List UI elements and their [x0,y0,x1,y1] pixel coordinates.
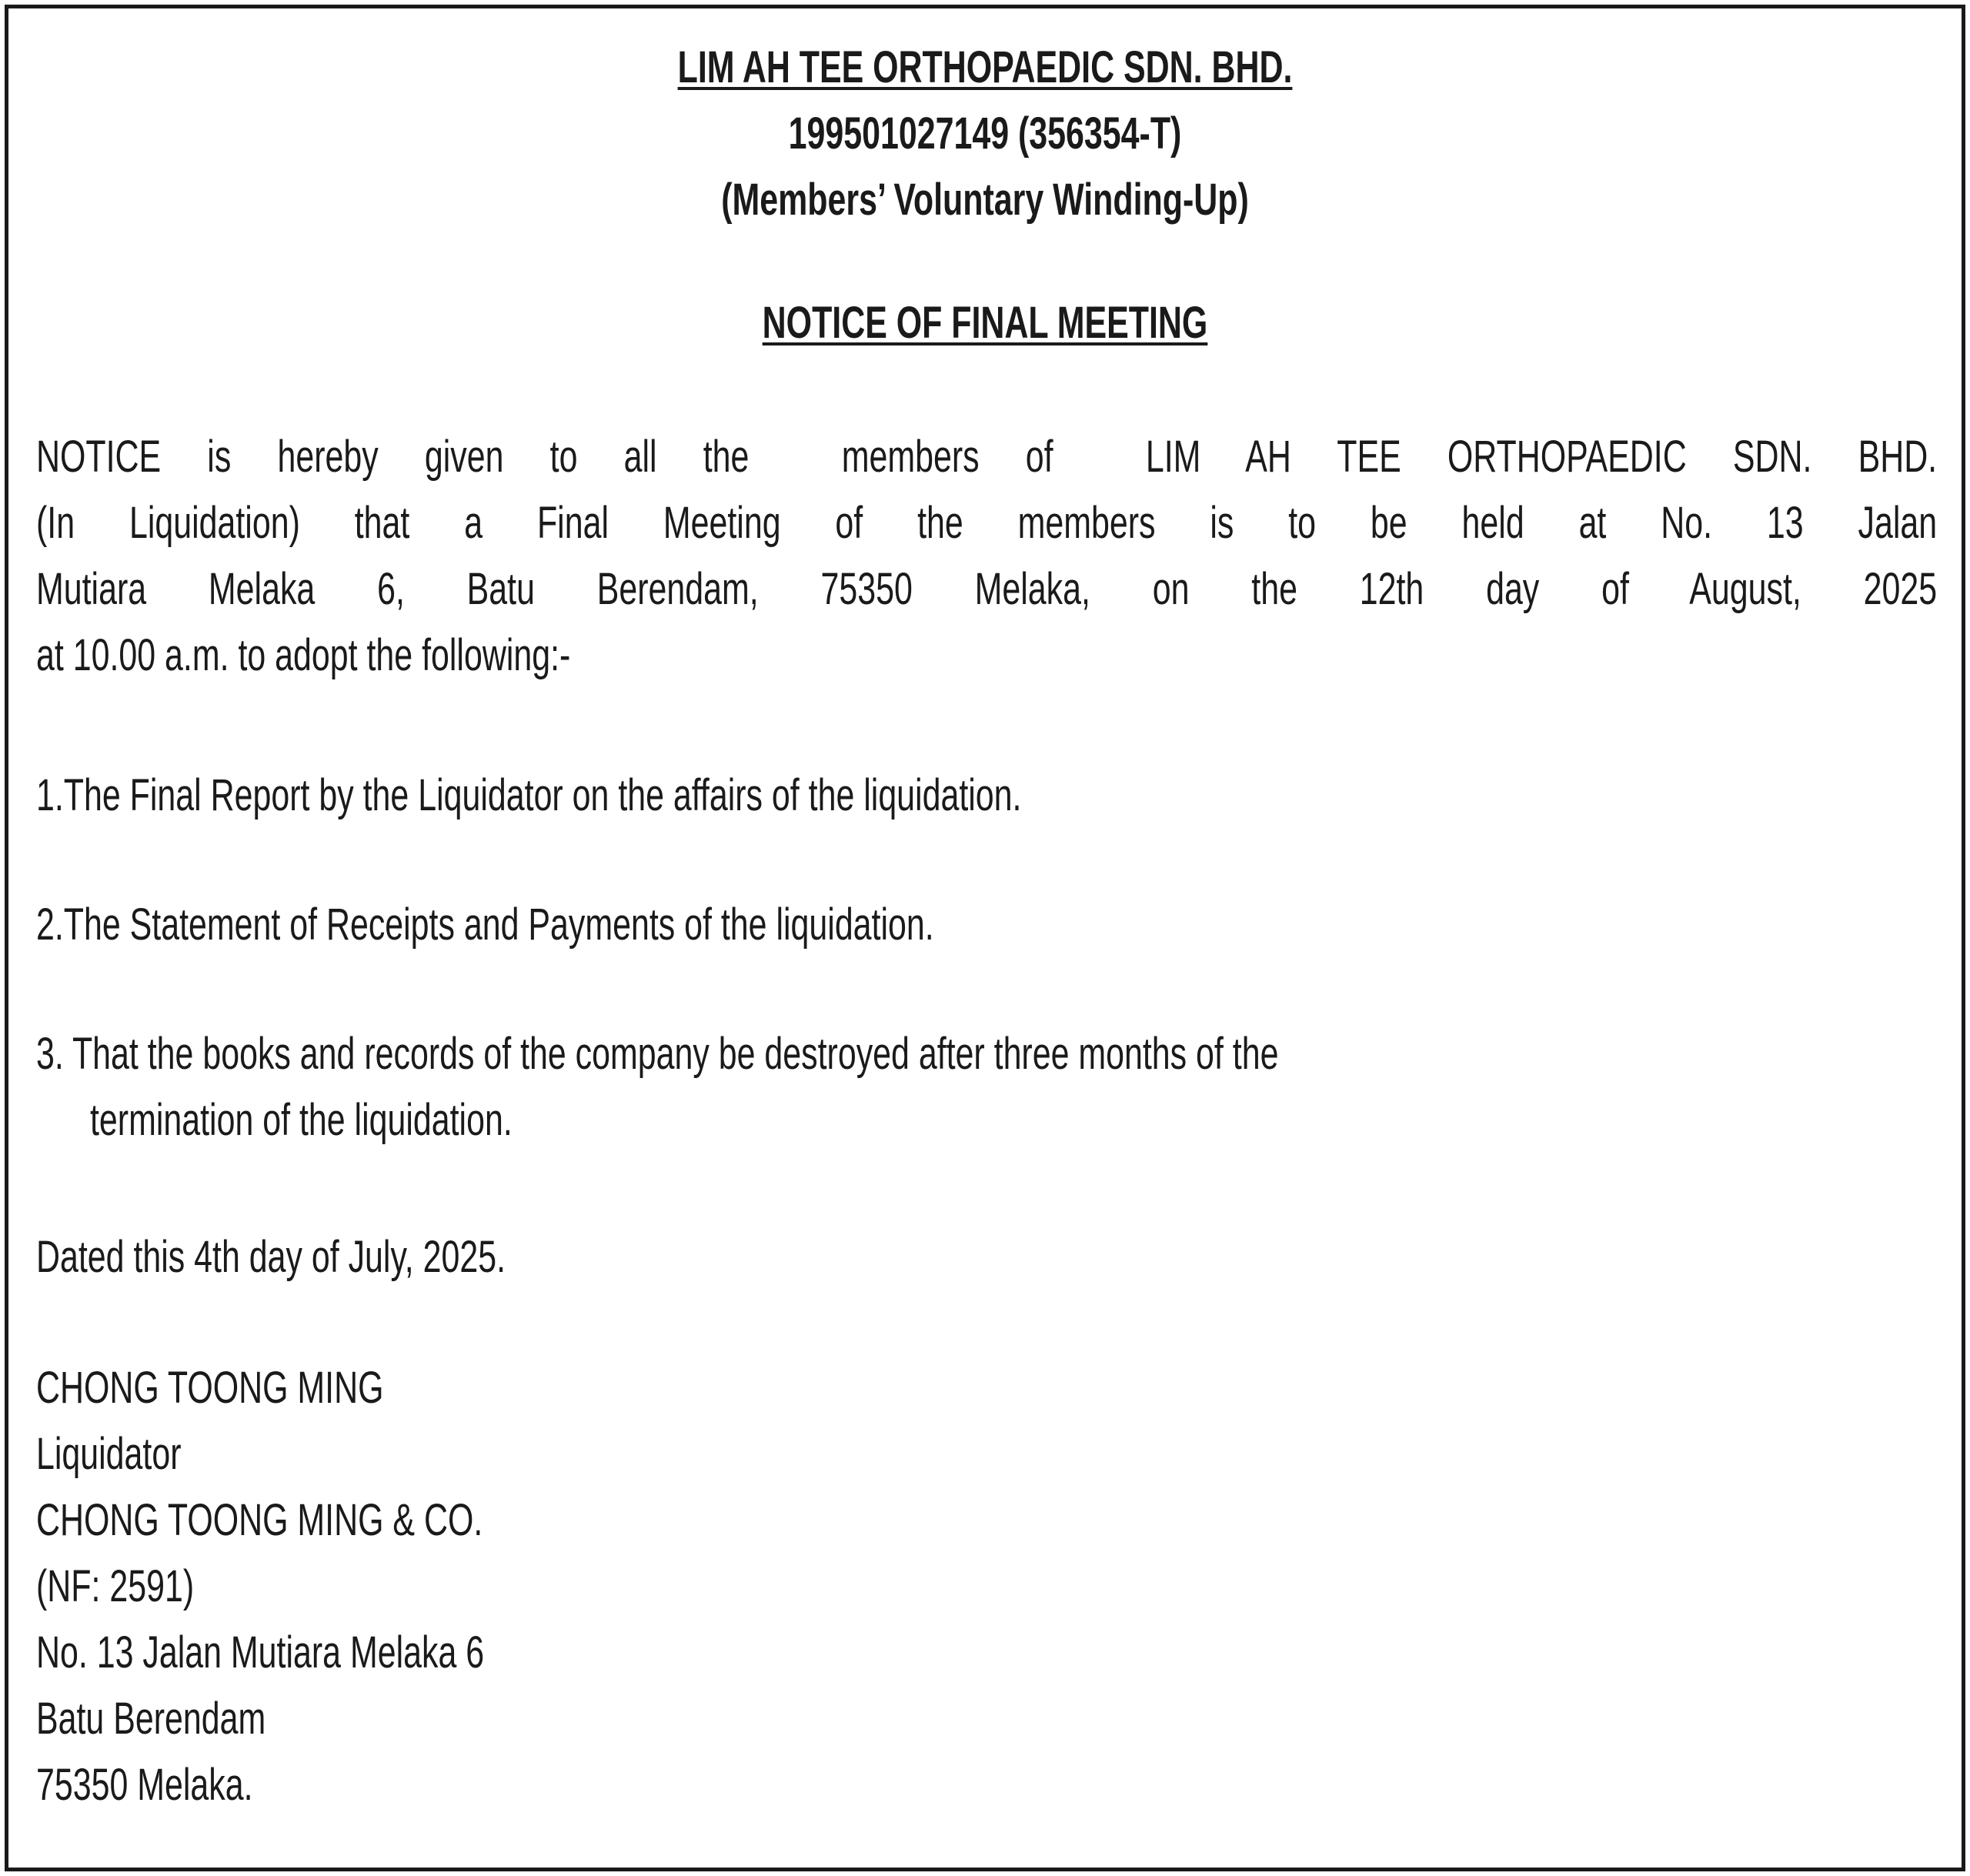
intro-line-1 [36,432,1937,482]
company-registration: 199501027149 (356354-T) [788,108,1182,159]
dated-line: Dated this 4th day of July, 2025. [36,1232,506,1282]
agenda-item-3-line-1: 3. That the books and records of the company be destroyed after three months of the [36,1029,1279,1079]
intro-line-3-text: Mutiara Melaka 6, Batu Berendam, 75350 Melaka, on the 12th day of August, 2025 [36,564,1938,614]
signatory-name: CHONG TOONG MING [36,1363,384,1413]
signatory-firm-number: (NF: 2591) [36,1561,195,1611]
signatory-address-line-1: No. 13 Jalan Mutiara Melaka 6 [36,1627,485,1677]
signatory-address-line-2: Batu Berendam [36,1694,266,1744]
intro-line-2 [36,498,1937,549]
signatory-address-line-3: 75350 Melaka. [36,1760,253,1810]
notice-box [5,5,1965,1871]
intro-line-4: at 10.00 a.m. to adopt the following:- [36,630,571,680]
signatory-firm: CHONG TOONG MING & CO. [36,1495,483,1545]
winding-up-type: (Members’ Voluntary Winding-Up) [721,175,1249,225]
notice-title: NOTICE OF FINAL MEETING [762,298,1208,348]
intro-line-2-text: (In Liquidation) that a Final Meeting of the members is to be held at No. 13 Jalan [36,498,1938,548]
intro-line-3 [36,564,1937,615]
company-name: LIM AH TEE ORTHOPAEDIC SDN. BHD. [677,42,1293,92]
signatory-role: Liquidator [36,1429,182,1479]
agenda-item-3-line-2: termination of the liquidation. [90,1095,513,1145]
agenda-item-1: 1.The Final Report by the Liquidator on the affairs of the liquidation. [36,770,1022,820]
intro-line-1-text: NOTICE is hereby given to all the members of LIM AH TEE ORTHOPAEDIC SDN. BHD. [36,432,1938,482]
agenda-item-2: 2.The Statement of Receipts and Payments of the liquidation. [36,900,934,950]
